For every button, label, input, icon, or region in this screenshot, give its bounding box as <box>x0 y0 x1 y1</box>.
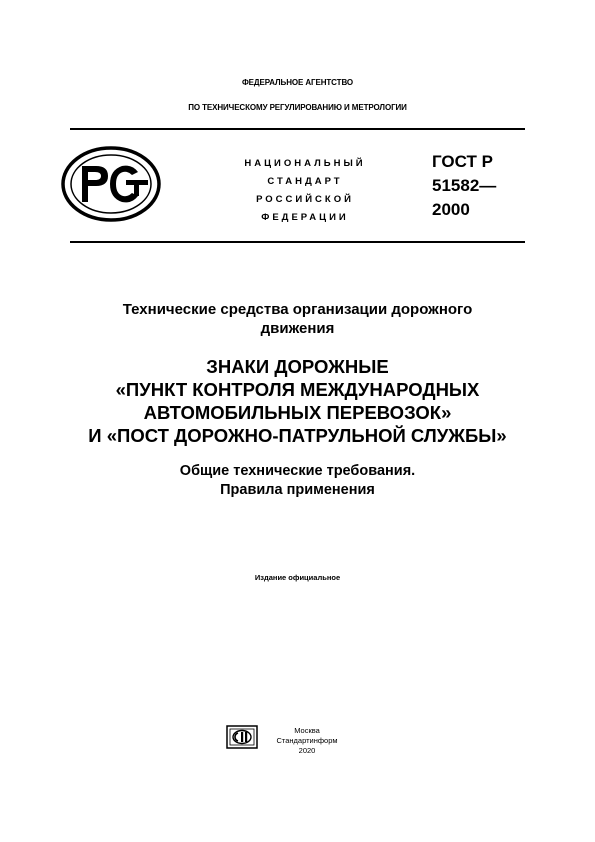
title-line-4: И «ПОСТ ДОРОЖНО-ПАТРУЛЬНОЙ СЛУЖБЫ» <box>88 425 507 446</box>
gost-number <box>432 150 496 222</box>
gost-line-1: ГОСТ Р <box>432 152 493 171</box>
edition-note: Издание официальное <box>254 573 341 582</box>
nat-line-1: НАЦИОНАЛЬНЫЙ <box>244 158 366 169</box>
rst-logo-icon <box>60 144 162 224</box>
nat-line-3: РОССИЙСКОЙ <box>256 194 354 205</box>
standartinform-logo-icon <box>226 725 258 749</box>
agency-line-1: ФЕДЕРАЛЬНОЕ АГЕНТСТВО <box>241 78 354 87</box>
publisher-name: Стандартинформ <box>276 736 338 745</box>
page-title <box>40 355 555 447</box>
title-line-3: АВТОМОБИЛЬНЫХ ПЕРЕВОЗОК» <box>143 402 452 423</box>
top-rule <box>70 128 525 130</box>
title-line-1: ЗНАКИ ДОРОЖНЫЕ <box>206 356 389 377</box>
national-standard-block <box>210 155 400 227</box>
subtitle <box>40 300 555 338</box>
publisher-info <box>262 726 352 756</box>
requirements-subtitle <box>40 462 555 500</box>
gost-line-3: 2000 <box>432 200 470 219</box>
nat-line-4: ФЕДЕРАЦИИ <box>261 212 349 223</box>
title-line-2: «ПУНКТ КОНТРОЛЯ МЕЖДУНАРОДНЫХ <box>115 379 480 400</box>
req-line-2: Правила применения <box>220 482 375 498</box>
gost-line-2: 51582— <box>432 176 497 195</box>
publisher-year: 2020 <box>298 746 316 755</box>
nat-line-2: СТАНДАРТ <box>267 176 343 187</box>
bottom-rule <box>70 241 525 243</box>
subtitle-line-1: Технические средства организации дорожного <box>122 301 473 318</box>
subtitle-line-2: движения <box>260 320 335 337</box>
publisher-city: Москва <box>294 726 320 735</box>
req-line-1: Общие технические требования. <box>179 463 416 479</box>
agency-line-2: ПО ТЕХНИЧЕСКОМУ РЕГУЛИРОВАНИЮ И МЕТРОЛОГИИ <box>188 103 407 112</box>
